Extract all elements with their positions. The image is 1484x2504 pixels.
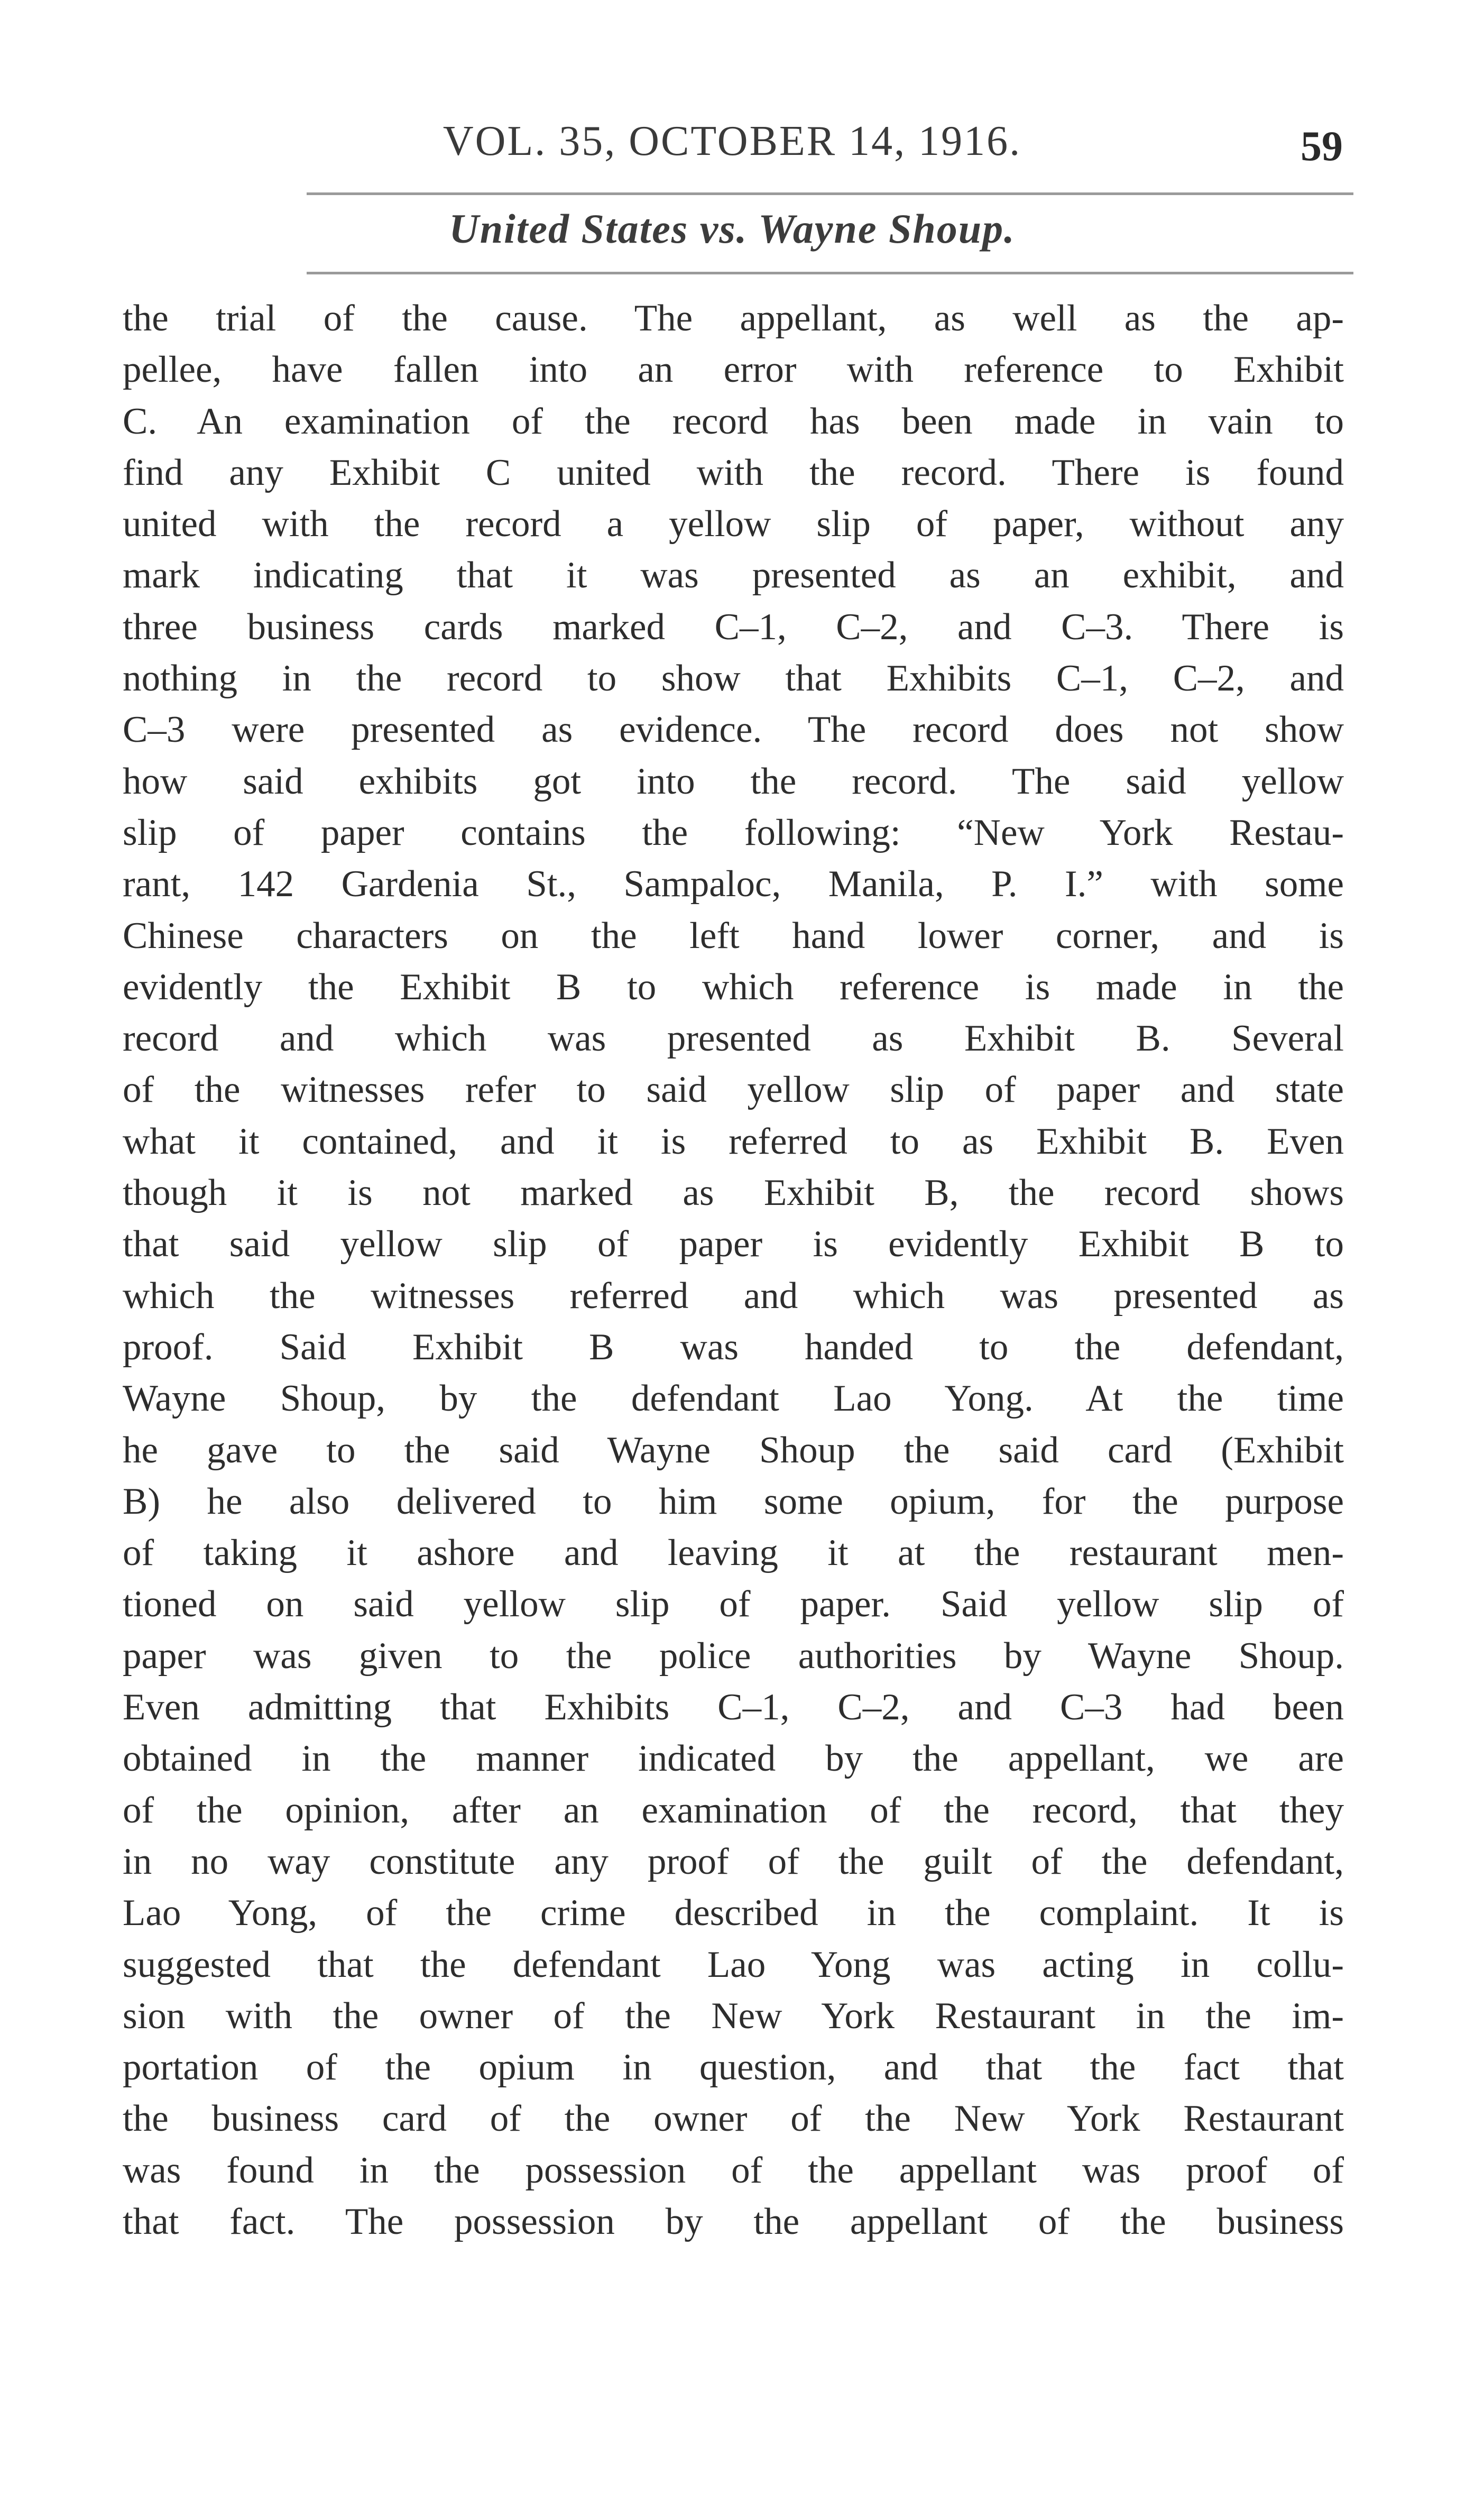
text-line: evidently the Exhibit B to which reference is made in the	[123, 966, 1344, 1008]
text-line: portation of the opium in question, and that the fact that	[123, 2047, 1344, 2088]
text-line: nothing in the record to show that Exhibits C–1, C–2, and	[123, 658, 1344, 699]
running-title: VOL. 35, OCTOBER 14, 1916.	[443, 118, 1022, 164]
text-line: of the opinion, after an examination of the record, that they	[123, 1789, 1344, 1831]
text-line: what it contained, and it is referred to as Exhibit B. Even	[123, 1120, 1344, 1162]
text-line: in no way constitute any proof of the guilt of the defendant,	[123, 1840, 1344, 1882]
text-line: how said exhibits got into the record. The said yellow	[123, 760, 1344, 802]
text-line: find any Exhibit C united with the record. There is found	[123, 452, 1344, 493]
text-line: that said yellow slip of paper is evidently Exhibit B to	[123, 1223, 1344, 1265]
text-line: sion with the owner of the New York Restaurant in the im-	[123, 1995, 1344, 2037]
text-line: Chinese characters on the left hand lower corner, and is	[123, 915, 1344, 956]
text-line: obtained in the manner indicated by the appellant, we are	[123, 1738, 1344, 1780]
header-rule-bottom	[307, 272, 1353, 274]
text-line: mark indicating that it was presented as an exhibit, and	[123, 555, 1344, 596]
page-number: 59	[1301, 123, 1343, 170]
text-line: C–3 were presented as evidence. The record does not show	[123, 709, 1344, 751]
body-text	[123, 293, 1344, 2248]
text-line: which the witnesses referred and which was presented as	[123, 1275, 1344, 1317]
text-line: the trial of the cause. The appellant, as well as the ap-	[123, 298, 1344, 339]
text-line: rant, 142 Gardenia St., Sampaloc, Manila, P. I.” with some	[123, 863, 1344, 905]
text-line: of taking it ashore and leaving it at the restaurant men-	[123, 1532, 1344, 1574]
text-line: slip of paper contains the following: “New York Restau-	[123, 812, 1344, 853]
running-head	[122, 111, 1343, 180]
text-line: suggested that the defendant Lao Yong was acting in collu-	[123, 1944, 1344, 1985]
case-title: United States vs. Wayne Shoup.	[449, 206, 1016, 252]
text-line: paper was given to the police authorities by Wayne Shoup.	[123, 1635, 1344, 1677]
text-line: the business card of the owner of the New York Restaurant	[123, 2098, 1344, 2140]
text-line: he gave to the said Wayne Shoup the said card (Exhibit	[123, 1429, 1344, 1471]
text-line: record and which was presented as Exhibit B. Several	[123, 1018, 1344, 1060]
text-line: though it is not marked as Exhibit B, the record shows	[123, 1172, 1344, 1214]
text-line: C. An examination of the record has been made in vain to	[123, 400, 1344, 442]
text-line: three business cards marked C–1, C–2, and C–3. There is	[123, 606, 1344, 648]
text-line: tioned on said yellow slip of paper. Said yellow slip of	[123, 1584, 1344, 1625]
text-line: proof. Said Exhibit B was handed to the defendant,	[123, 1326, 1344, 1368]
text-line: pellee, have fallen into an error with reference to Exhibit	[123, 349, 1344, 391]
text-line: that fact. The possession by the appellant of the business	[123, 2201, 1344, 2242]
text-line: Lao Yong, of the crime described in the complaint. It is	[123, 1892, 1344, 1934]
text-line: united with the record a yellow slip of paper, without any	[123, 503, 1344, 545]
text-line: B) he also delivered to him some opium, for the purpose	[123, 1480, 1344, 1522]
text-line: Even admitting that Exhibits C–1, C–2, and C–3 had been	[123, 1687, 1344, 1728]
text-line: of the witnesses refer to said yellow slip of paper and state	[123, 1069, 1344, 1111]
header-rule-top	[307, 192, 1353, 195]
text-line: Wayne Shoup, by the defendant Lao Yong. At the time	[123, 1378, 1344, 1420]
text-line: was found in the possession of the appellant was proof of	[123, 2149, 1344, 2191]
